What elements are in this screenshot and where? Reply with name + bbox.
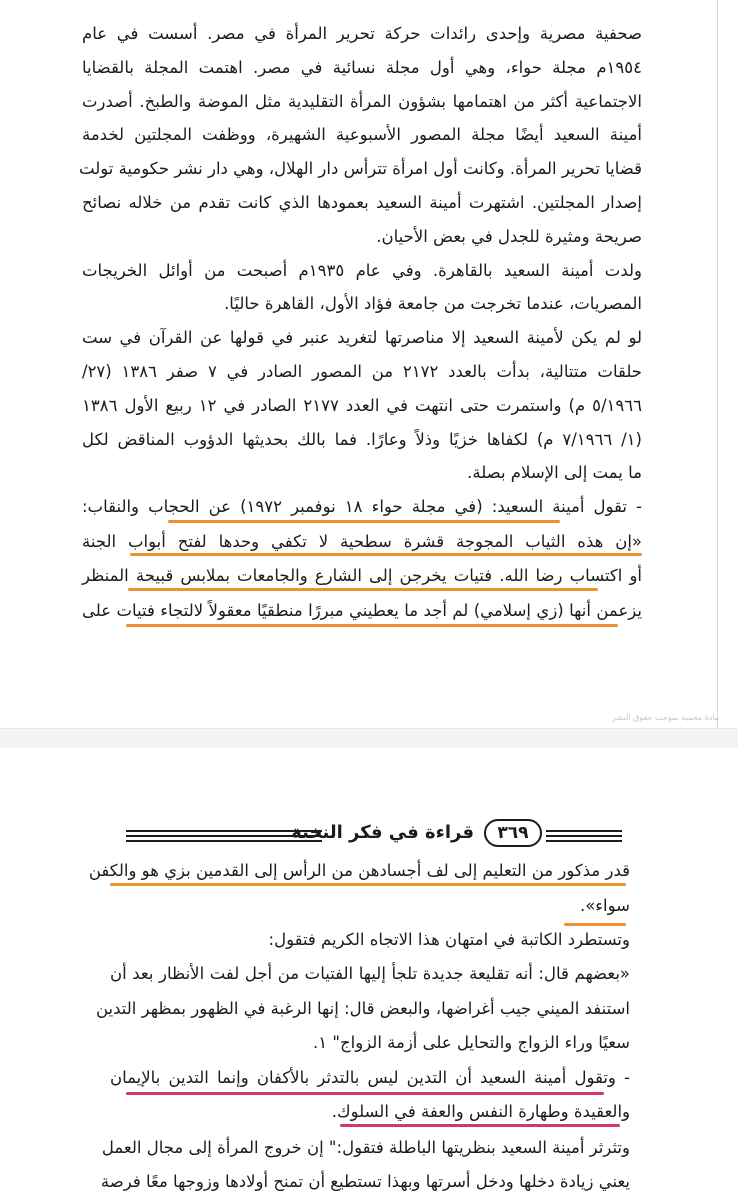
text-line: وتستطرد الكاتبة في امتهان هذا الاتجاه الكريم فتقول:	[268, 930, 630, 949]
copyright-watermark: مادة محمية بموجب حقوق النشر	[612, 713, 720, 722]
text-line: استنفد الميني جيب أغراضها، والبعض قال: إنها الرغبة في الظهور بمظهر التدين	[95, 999, 630, 1018]
book-page-bottom	[0, 748, 738, 1200]
highlight-underline	[126, 1092, 604, 1095]
text-line: الاجتماعية أكثر من اهتمامها بشؤون المرأة التقليدية مثل الموضة والطبخ. أصدرت	[82, 92, 642, 111]
highlight-underline	[564, 923, 626, 926]
highlight-underline	[110, 883, 626, 886]
page-edge	[717, 0, 718, 728]
text-line: ١٩٥٤م مجلة حواء، وهي أول مجلة نسائية في مصر. اهتمت المجلة بالقضايا	[82, 58, 642, 77]
header-rule	[546, 830, 622, 832]
text-line: (١/ ٧/١٩٦٦ م) لكفاها خزيًا وذلاً وعارًا. فما بالك بحديثها الدؤوب المناقض لكل	[82, 430, 642, 449]
text-line: - تقول أمينة السعيد: (في مجلة حواء ١٨ نوفمبر ١٩٧٢) عن الحجاب والنقاب:	[82, 497, 643, 516]
text-line: قضايا تحرير المرأة. وكانت أول امرأة تترأس دار الهلال، وهي دار نشر حكومية تولت	[79, 159, 642, 178]
text-line: لو لم يكن لأمينة السعيد إلا مناصرتها لتغريد عنبر في قولها عن القرآن في ست	[82, 328, 642, 347]
text-line: «إن هذه الثياب المجوجة قشرة سطحية لا تكفي وحدها لفتح أبواب الجنة	[82, 532, 642, 551]
header-rule	[546, 840, 622, 842]
running-header-title: قراءة في فكر النخبة	[291, 822, 474, 843]
highlight-underline	[168, 520, 560, 523]
text-line: أمينة السعيد أيضًا مجلة المصور الأسبوعية الشهيرة، ووظفت المجلتين لخدمة	[82, 125, 642, 144]
text-line: صحفية مصرية وإحدى رائدات حركة تحرير المرأة في مصر. أسست في عام	[82, 24, 642, 43]
text-line: سواء».	[579, 896, 630, 915]
highlight-underline	[128, 588, 598, 591]
text-line: أو اكتساب رضا الله. فتيات يخرجن إلى الشارع والجامعات بملابس قبيحة المنظر	[82, 566, 642, 585]
text-line: «بعضهم قال: أنه تقليعة جديدة تلجأ إليها الفتيات من أجل لفت الأنظار بعد أن	[110, 964, 630, 983]
page-number: ٣٦٩	[484, 819, 542, 847]
text-line: إصدار المجلتين. اشتهرت أمينة السعيد بعمودها الذي كانت تقدم من خلاله نصائح	[82, 193, 642, 212]
text-line: يعني زيادة دخلها ودخل أسرتها وبهذا تستطيع أن تمنح أولادها وزوجها معًا فرصة	[100, 1172, 630, 1191]
text-line: ٥/١٩٦٦ م) واستمرت حتى انتهت في العدد ٢١٧٧ الصادر في ١٢ ربيع الأول ١٣٨٦	[82, 396, 643, 415]
highlight-underline	[340, 1124, 620, 1127]
text-line: حلقات متتالية، بدأت بالعدد ٢١٧٢ من المصور الصادر في ٧ صفر ١٣٨٦ (٢٧/	[82, 362, 642, 381]
highlight-underline	[126, 624, 618, 627]
text-line: وتثرثر أمينة السعيد بنظريتها الباطلة فتقول:" إن خروج المرأة إلى مجال العمل	[101, 1138, 630, 1157]
text-line: سعيًا وراء الزواج والتحايل على أزمة الزواج" ١.	[313, 1033, 630, 1052]
text-line: المصريات، عندما تخرجت من جامعة فؤاد الأول، القاهرة حاليًا.	[224, 294, 642, 313]
text-line: يزعمن أنها (زي إسلامي) لم أجد ما يعطيني مبررًا منطقيًا معقولاً لالتجاء فتيات على	[82, 601, 642, 620]
page-separator	[0, 728, 738, 750]
highlight-underline	[130, 553, 642, 556]
text-line: - وتقول أمينة السعيد أن التدين ليس بالتدثر بالأكفان وإنما التدين بالإيمان	[110, 1068, 630, 1087]
text-line: ولدت أمينة السعيد بالقاهرة. وفي عام ١٩٣٥م أصبحت من أوائل الخريجات	[82, 261, 642, 280]
text-line: ما يمت إلى الإسلام بصلة.	[467, 463, 642, 482]
header-rule	[546, 835, 622, 837]
text-line: والعقيدة وطهارة النفس والعفة في السلوك.	[331, 1102, 630, 1121]
text-line: قدر مذكور من التعليم إلى لف أجسادهن من الرأس إلى القدمين بزي هو والكفن	[88, 861, 630, 880]
text-line: صريحة ومثيرة للجدل في بعض الأحيان.	[376, 227, 642, 246]
